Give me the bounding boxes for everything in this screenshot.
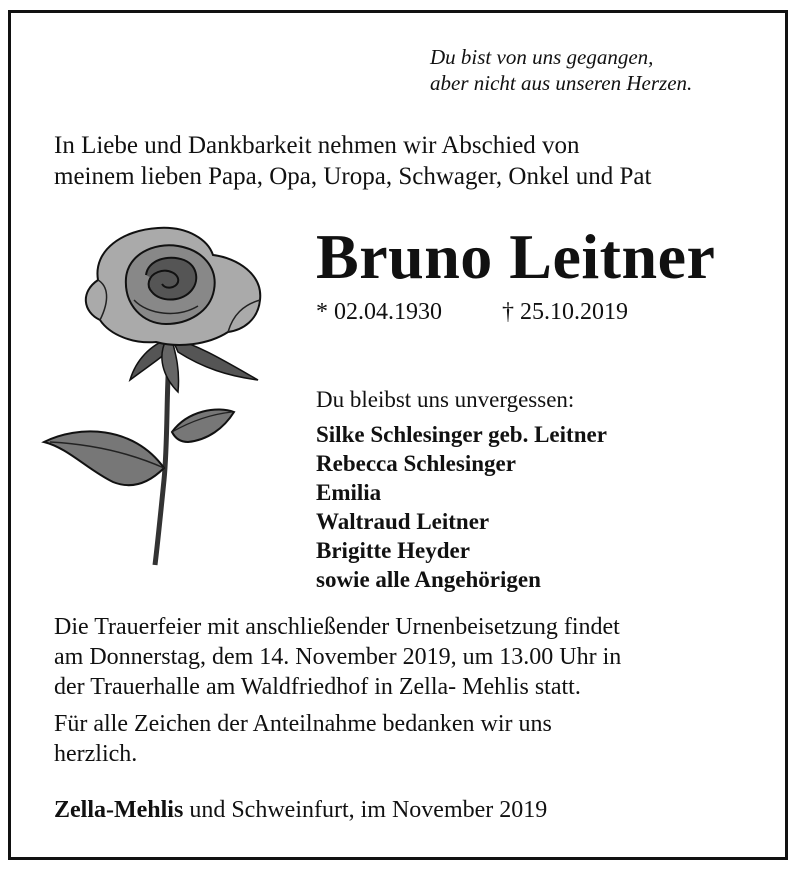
mourner-name: Emilia [316, 480, 382, 505]
mourner-name: Silke Schlesinger geb. Leitner [316, 422, 607, 447]
life-dates [316, 298, 628, 326]
motto-line: aber nicht aus unseren Herzen. [430, 71, 693, 95]
mourner-name: Waltraud Leitner [316, 509, 490, 534]
rose-illustration [38, 220, 268, 570]
mourners-list [316, 420, 607, 594]
closing-rest: und Schweinfurt, im November 2019 [183, 797, 548, 823]
intro-line: meinem lieben Papa, Opa, Uropa, Schwager, Onkel und Pat [54, 163, 652, 190]
intro-line: In Liebe und Dankbarkeit nehmen wir Abschied von [54, 132, 580, 159]
ceremony-line: Die Trauerfeier mit anschließender Urnenbeisetzung findet [54, 614, 620, 640]
mourners-label: Du bleibst uns unvergessen: [316, 387, 575, 412]
closing-line [54, 795, 547, 825]
thanks-notice [54, 709, 552, 769]
death-date: † 25.10.2019 [502, 299, 628, 325]
ceremony-line: der Trauerhalle am Waldfriedhof in Zella- Mehlis statt. [54, 674, 581, 700]
ceremony-notice [54, 612, 621, 702]
mourner-name: Rebecca Schlesinger [316, 451, 516, 476]
deceased-name: Bruno Leitner [316, 221, 716, 292]
motto-line: Du bist von uns gegangen, [430, 45, 654, 69]
closing-place: Zella-Mehlis [54, 797, 184, 823]
thanks-line: herzlich. [54, 741, 138, 767]
birth-date: * 02.04.1930 [316, 299, 442, 325]
mourner-name: sowie alle Angehörigen [316, 567, 541, 592]
motto-quote [430, 44, 692, 96]
intro-text [54, 130, 651, 192]
ceremony-line: am Donnerstag, dem 14. November 2019, um 13.00 Uhr in [54, 644, 622, 670]
mourner-name: Brigitte Heyder [316, 538, 470, 563]
thanks-line: Für alle Zeichen der Anteilnahme bedanken wir uns [54, 711, 552, 737]
